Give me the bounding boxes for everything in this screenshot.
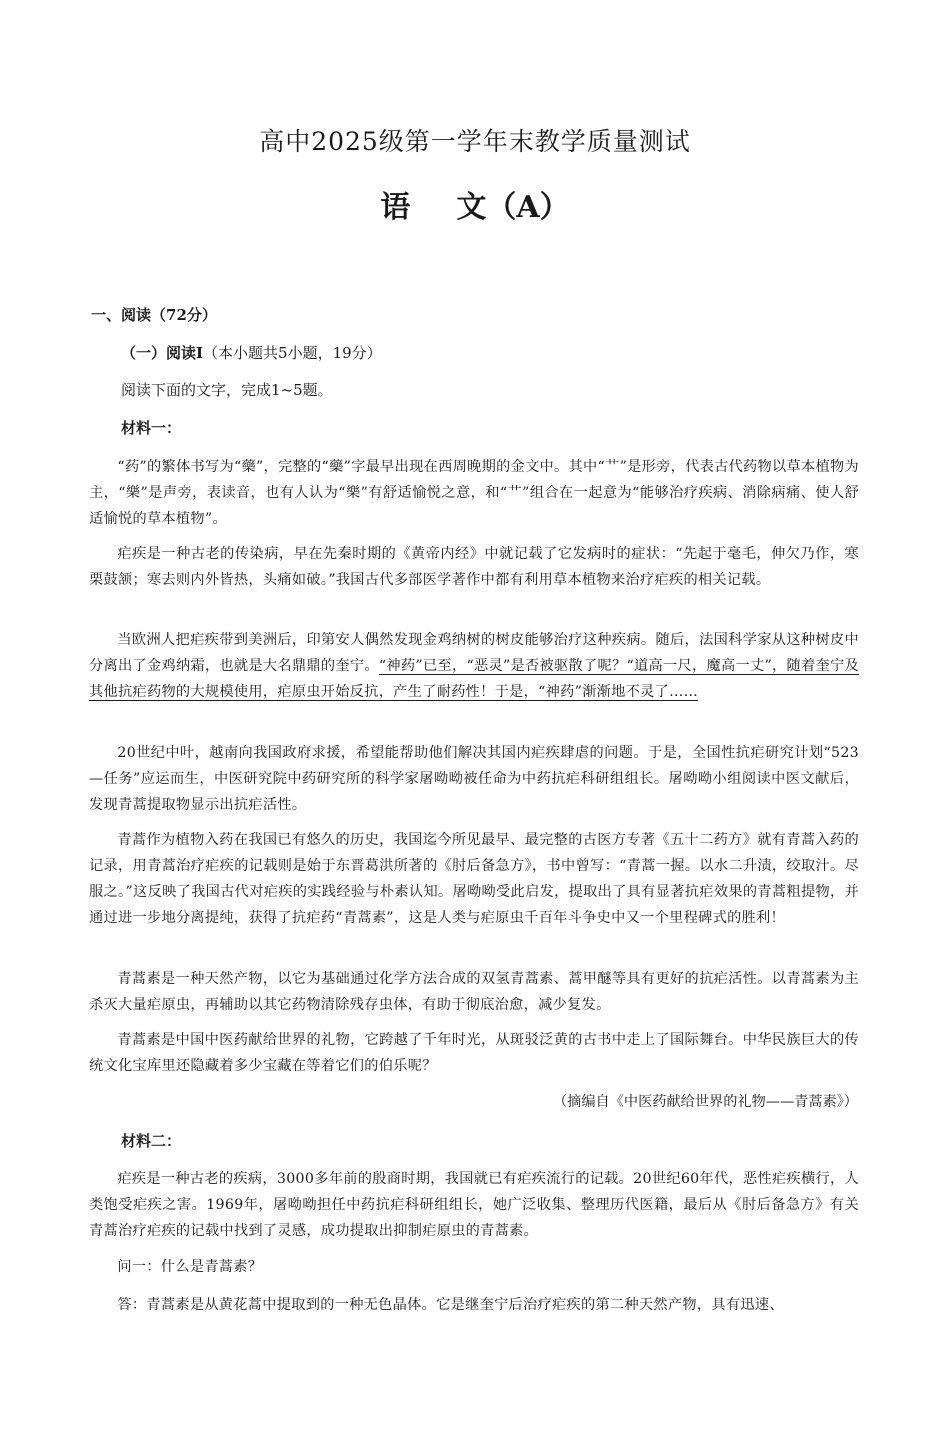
material-1-paragraph-3 (89, 627, 859, 705)
subject-title-left: 语 (380, 190, 411, 225)
subsection-heading-bold: （一）阅读Ⅰ (121, 344, 204, 362)
material-1-paragraph-7: 青蒿素是中国中医药献给世界的礼物，它跨越了千年时光，从斑驳泛黄的古书中走上了国际舞台。中华民族巨大的传统文化宝库里还隐藏着多少宝藏在等着它们的伯乐呢？ (89, 1032, 859, 1074)
subsection-heading-note: （本小题共5小题，19分） (203, 344, 382, 362)
subject-title-right: 文（A） (456, 190, 570, 225)
material-1-paragraph-2: 疟疾是一种古老的传染病，早在先秦时期的《黄帝内经》中就记载了它发病时的症状：“先起于毫毛，伸欠乃作，寒栗鼓颔；寒去则内外皆热，头痛如破。”我国古代多部医学著作中都有利用草本植物来治疗疟疾的相关记载。 (89, 546, 859, 588)
material-1-paragraph-6: 青蒿素是一种天然产物，以它为基础通过化学方法合成的双氢青蒿素、蒿甲醚等具有更好的抗疟活性。以青蒿素为主杀灭大量疟原虫，再辅助以其它药物清除残存虫体，有助于彻底治愈，减少复发。 (89, 971, 859, 1013)
section-heading: 一、阅读（72分） (91, 306, 217, 324)
material-1-paragraph-1: “药”的繁体书写为“藥”，完整的“藥”字最早出现在西周晚期的金文中。其中“艹”是形旁，代表古代药物以草本植物为主，“樂”是声旁，表读音，也有人认为“樂”有舒适愉悦之意，和“艹”组合在一起意为“能够治疗疾病、消除病痛、使人舒适愉悦的草本植物”。 (89, 459, 859, 527)
material-1-label: 材料一： (121, 419, 182, 437)
material-2-answer-1: 答：青蒿素是从黄花蒿中提取到的一种无色晶体。它是继奎宁后治疗疟疾的第二种天然产物，具有迅速、 (117, 1297, 784, 1313)
underlined-passage: “神药”已至，“恶灵”是否被驱散了呢？“道高一尺，魔高一丈”，随着奎宁及其他抗疟药物的大规模使用，疟原虫开始反抗，产生了耐药性！于是，“神药”渐渐地不灵了…… (89, 658, 859, 700)
material-1-paragraph-5: 青蒿作为植物入药在我国已有悠久的历史，我国迄今所见最早、最完整的古医方专著《五十二药方》就有青蒿入药的记录，用青蒿治疗疟疾的记载则是始于东晋葛洪所著的《肘后备急方》，书中曾写：“青蒿一握。以水二升渍，绞取汁。尽服之。”这反映了我国古代对疟疾的实践经验与朴素认知。屠呦呦受此启发，提取出了具有显著抗疟效果的青蒿粗提物，并通过进一步地分离提纯，获得了抗疟药“青蒿素”，这是人类与疟原虫千百年斗争史中又一个里程碑式的胜利！ (89, 832, 859, 926)
exam-title: 高中2025级第一学年末教学质量测试 (259, 127, 691, 156)
material-2-question-1: 问一：什么是青蒿素？ (117, 1259, 263, 1275)
material-2-paragraph-1: 疟疾是一种古老的疾病，3000多年前的殷商时期，我国就已有疟疾流行的记载。20世纪60年代，恶性疟疾横行，人类饱受疟疾之害。1969年，屠呦呦担任中药抗疟科研组组长，她广泛收集、整理历代医籍，最后从《肘后备急方》有关青蒿治疗疟疾的记载中找到了灵感，成功提取出抑制疟原虫的青蒿素。 (89, 1171, 859, 1239)
material-2-label: 材料二： (121, 1132, 182, 1150)
reading-instruction: 阅读下面的文字，完成1~5题。 (121, 381, 333, 399)
subject-title (0, 182, 950, 226)
subsection-heading (121, 342, 382, 363)
material-1-source: （摘编自《中医药献给世界的礼物——青蒿素》） (552, 1094, 858, 1110)
material-1-paragraph-3-text: 当欧洲人把疟疾带到美洲后，印第安人偶然发现金鸡纳树的树皮能够治疗这种疾病。随后，法国科学家从这种树皮中分离出了金鸡纳霜，也就是大名鼎鼎的奎宁。 (89, 632, 859, 674)
material-1-paragraph-4: 20世纪中叶，越南向我国政府求援，希望能帮助他们解决其国内疟疾肆虐的问题。于是，全国性抗疟研究计划“523—任务”应运而生，中医研究院中药研究所的科学家屠呦呦被任命为中药抗疟科研组组长。屠呦呦小组阅读中医文献后，发现青蒿提取物显示出抗疟活性。 (89, 745, 859, 813)
